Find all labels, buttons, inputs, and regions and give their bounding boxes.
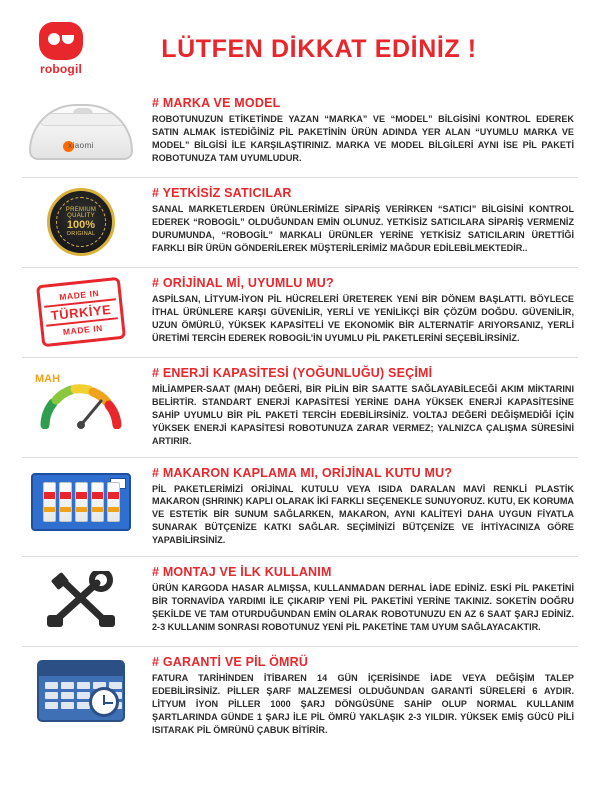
section-title: # YETKİSİZ SATICILAR — [152, 186, 292, 200]
premium-quality-badge-icon — [47, 188, 115, 256]
badge-line2: 100% — [66, 219, 96, 231]
tools-svg — [35, 571, 127, 631]
brand-name: robogil — [39, 62, 83, 76]
robogil-logo-icon — [39, 22, 83, 60]
section-title: # ORİJİNAL Mİ, UYUMLU MU? — [152, 276, 334, 290]
section-text-cell — [152, 466, 578, 548]
stamp-country-text: TÜRKİYE — [44, 298, 118, 326]
section-icon-cell — [22, 96, 140, 168]
section-icon-cell — [22, 565, 140, 637]
page-header — [22, 18, 578, 88]
battery-cell — [43, 482, 56, 522]
section-title: # MARKA VE MODEL — [152, 96, 281, 110]
battery-cell — [75, 482, 88, 522]
section-body: MİLİAMPER-SAAT (MAH) DEĞERİ, BİR PİLİN BİR SAATTE SAĞLAYABİLECEĞİ AKIM MİKTARINI BELİRTİR. STANDART ENERJİ KAPASİTESİ YERİNE DAHA YÜKSEK ENERJİ KAPASİTESİNE SAHİP UYUMLU BİR PİL PAKETİ TERCİH EDEBİLİRSİNİZ. VOLTAJ DEĞERİ DEĞİŞMEDİĞİ İÇİN YÜKSEK ENERJİ KAPASİTESİ ROBOTUNUZA ZARAR VERMEZ; YALNIZCA ÇALIŞMA SÜRESİNİ ARTIRIR. — [152, 384, 574, 446]
section-montaj-ve-ilk-kullanim — [22, 556, 578, 646]
robot-top-strip — [39, 113, 127, 126]
section-text-cell — [152, 655, 578, 737]
brand-logo — [26, 22, 96, 76]
section-yetkisiz-saticilar — [22, 177, 578, 267]
stamp-bottom-text: MADE IN — [62, 322, 104, 337]
section-icon-cell — [22, 366, 140, 438]
badge-line1: PREMIUM QUALITY — [65, 207, 97, 219]
section-icon-cell — [22, 186, 140, 258]
section-text-cell — [152, 366, 578, 448]
section-body: SANAL MARKETLERDEN ÜRÜNLERİMİZE SİPARİŞ VERİRKEN “SATICI” BİLGİSİNİ KONTROL EDEREK “ROBOGİL” OLDUĞUNDAN EMİN OLUNUZ. YETKİSİZ SATICILARA SİPARİŞ VERMENİZ DURUMUNDA, “ROBOGİL” MARKALI ÜRÜNLER YERİNE YETKİSİZ SATICILARIN ÜRETTİĞİ FARKLI BİR ÜRÜN GÖNDERİLEREK MÜŞTERİLERİMİZ MAĞDUR EDİLEBİLMEKTEDİR.. — [152, 204, 574, 253]
section-body: ÜRÜN KARGODA HASAR ALMIŞSA, KULLANMADAN DERHAL İADE EDİNİZ. ESKİ PİL PAKETİNİ BİR TORNAVİDA YARDIMI İLE ÇIKARIP YENİ PİL PAKETİNİ YERİNE TAKINIZ. SOKETİN DOĞRU ŞEKİLDE VE TAM OTURDUĞUNDAN EMİN OLARAK ROBOTUNUZU EN AZ 6 SAAT ŞARJ EDİNİZ. 2-3 KULLANIM SONRASI ROBOTUNUZ YENİ PİL PAKETİNE TAM UYUM SAĞLAYACAKTIR. — [152, 583, 574, 632]
made-in-turkiye-stamp-icon — [36, 277, 126, 347]
calendar-header-bar — [39, 662, 123, 676]
section-garanti-ve-pil-omru — [22, 646, 578, 746]
section-body: ASPİLSAN, LİTYUM-İYON PİL HÜCRELERİ ÜRETEREK YENİ BİR DÖNEM BAŞLATTI. BÖYLECE İTHAL ÜRÜNLERE KARŞI GÜVENİLİR, YERLİ VE YENİLİKÇİ BİR ÇÖZÜM DOĞDU. GÜVENİLİR, UZUN ÖMÜRLÜ, YÜKSEK KAPASİTELİ VE EKONOMİK BİR ALTERNATİF ARIYORSANIZ, YERLİ ÜRETİMİ TERCİH EDEREK ROBOGİL’İN UYUMLU PİL PAKETLERİNİ SEÇEBİLİRSİNİZ. — [152, 294, 574, 343]
section-text-cell — [152, 96, 578, 165]
calendar-clock-icon — [37, 660, 125, 722]
robot-vacuum-icon — [29, 104, 133, 160]
section-body: PİL PAKETLERİMİZİ ORİJİNAL KUTULU VEYA ISIDA DARALAN MAVİ RENKLİ PLASTİK MAKARON (SHRINK) KAPLI OLARAK İKİ FARKLI SEÇENEKLE SUNUYORUZ. KUTU, EK KORUMA VE ESTETİK BİR SUNUM SAĞLARKEN, MAKARON, AYNI KALİTEYİ DAHA UYGUN FİYATLA SUNARAK BÜTÇENİZE KATKI SAĞLAR. SEÇİMİNİZİ BÜTÇENİZE VE İHTİYACINIZA GÖRE YAPABİLİRSİNİZ. — [152, 483, 574, 546]
tools-wrench-screwdriver-icon — [35, 571, 127, 631]
section-title: # ENERJİ KAPASİTESİ (YOĞUNLUĞU) SEÇİMİ — [152, 366, 433, 380]
section-text-cell — [152, 186, 578, 255]
section-enerji-kapasitesi — [22, 357, 578, 457]
section-title: # MONTAJ VE İLK KULLANIM — [152, 565, 332, 580]
section-body: ROBOTUNUZUN ETİKETİNDE YAZAN “MARKA” VE “MODEL” BİLGİSİNİ KONTROL EDEREK SATIN ALMAK İSTEDİĞİNİZ PİL PAKETİNİN ÜRÜN ADINDA YER ALAN “UYUMLU MARKA VE MODEL” BİLGİSİ İLE KARŞILAŞTIRINIZ. MARKA VE MODEL BİLGİLERİ AYNI İSE PİL PAKETİ ROBOTUNUZA TAM UYUMLUDUR. — [152, 114, 574, 163]
page-title: LÜTFEN DİKKAT EDİNİZ ! — [161, 34, 477, 63]
gauge-svg — [39, 383, 123, 429]
battery-pack-box-icon — [31, 473, 131, 531]
section-orijinal-mi-uyumlu-mu — [22, 267, 578, 357]
section-text-cell — [152, 276, 578, 345]
section-icon-cell — [22, 276, 140, 348]
section-icon-cell — [22, 655, 140, 727]
stamp-top-text: MADE IN — [58, 287, 100, 302]
energy-gauge-icon — [29, 371, 133, 433]
section-marka-ve-model — [22, 88, 578, 177]
gauge-label: MAH — [35, 373, 61, 385]
badge-inner — [56, 197, 106, 247]
section-text-cell — [152, 565, 578, 634]
battery-cell — [59, 482, 72, 522]
battery-cell — [107, 482, 120, 522]
section-title: # GARANTİ VE PİL ÖMRÜ — [152, 655, 309, 670]
sections-list — [22, 88, 578, 746]
section-makaron-kaplama — [22, 457, 578, 557]
robot-brand-label: xiaomi — [67, 141, 95, 150]
section-icon-cell — [22, 466, 140, 538]
section-title: # MAKARON KAPLAMA MI, ORİJİNAL KUTU MU? — [152, 465, 453, 480]
section-body: FATURA TARİHİNDEN İTİBAREN 14 GÜN İÇERİSİNDE İADE VEYA DEĞİŞİM TALEP EDEBİLİRSİNİZ. PİLLER ŞARF MALZEMESİ OLDUĞUNDAN GARANTİ SÜRELERİ 6 AYDIR. LİTYUM İYON PİLLER 1000 ŞARJ DÖNGÜSÜNE SAHİP OLUP NORMAL KULLANIM ŞARTLARINDA GÜNDE 1 ŞARJ İLE PİL ÖMRÜ YAKLAŞIK 2-3 YILDIR. YÜKSEK EMİŞ GÜCÜ PİLİ ISITARAK PİL ÖMRÜNÜ ÇABUK BİTİRİR. — [152, 673, 574, 735]
battery-cell — [91, 482, 104, 522]
clock-face-icon — [89, 687, 119, 717]
badge-line3: ORIGINAL — [66, 231, 96, 237]
